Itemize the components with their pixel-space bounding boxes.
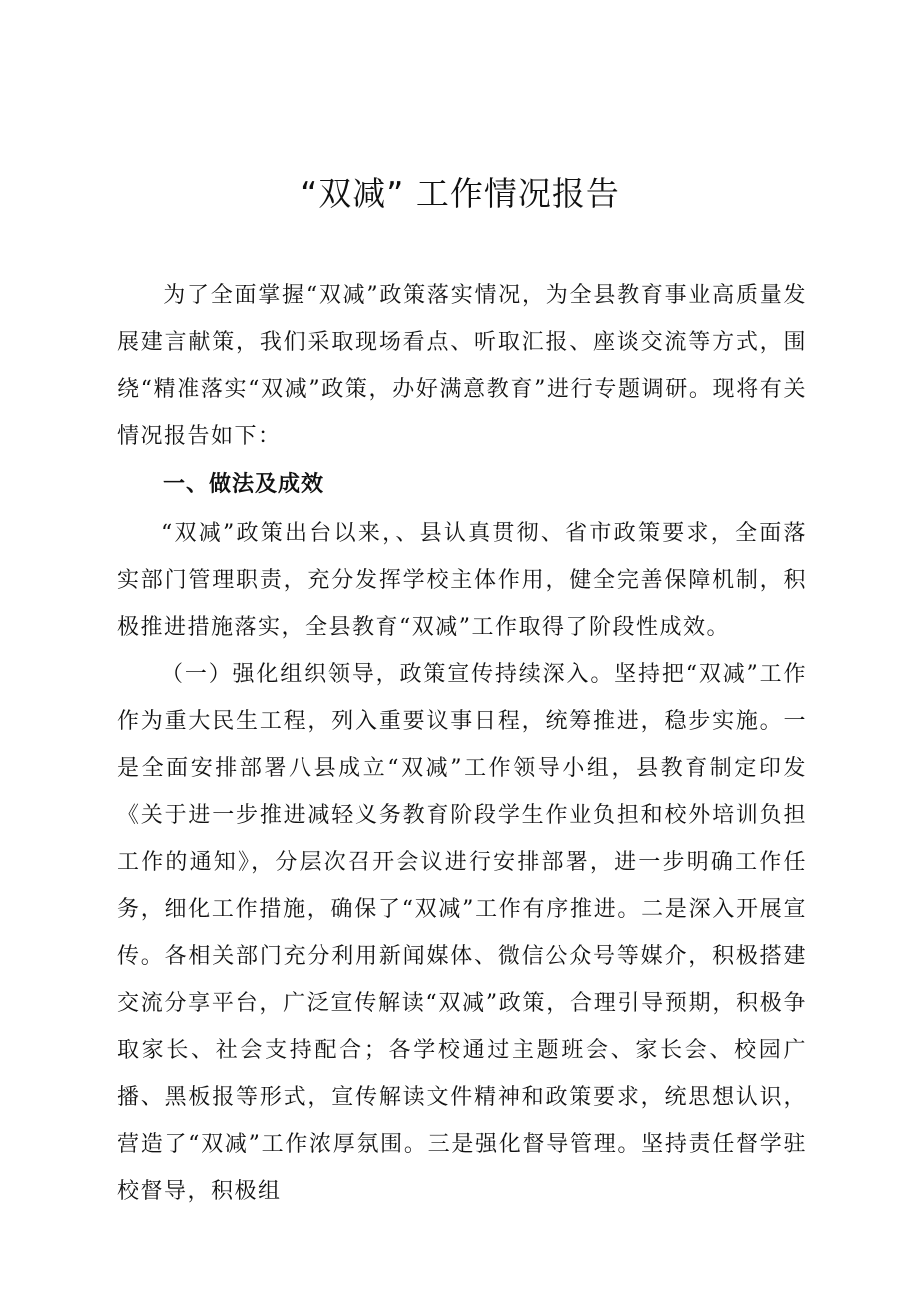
document-body bbox=[117, 272, 807, 1215]
intro-paragraph: 为了全面掌握“双减”政策落实情况，为全县教育事业高质量发展建言献策，我们采取现场看点、听取汇报、座谈交流等方式，围绕“精准落实“双减”政策，办好满意教育”进行专题调研。现将有关情况报告如下： bbox=[117, 283, 807, 449]
section-paragraph: “双减”政策出台以来，、县认真贯彻、省市政策要求，全面落实部门管理职责，充分发挥学校主体作用，健全完善保障机制，积极推进措施落实，全县教育“双减”工作取得了阶段性成效。 bbox=[117, 521, 807, 640]
section-paragraph: （一）强化组织领导，政策宣传持续深入。坚持把“双减”工作作为重大民生工程，列入重要议事日程，统筹推进，稳步实施。一是全面安排部署八县成立“双减”工作领导小组，县教育制定印发《关于进一步推进减轻义务教育阶段学生作业负担和校外培训负担工作的通知》，分层次召开会议进行安排部署，进一步明确工作任务，细化工作措施，确保了“双减”工作有序推进。二是深入开展宣传。各相关部门充分利用新闻媒体、微信公众号等媒介，积极搭建交流分享平台，广泛宣传解读“双减”政策，合理引导预期，积极争取家长、社会支持配合；各学校通过主题班会、家长会、校园广播、黑板报等形式，宣传解读文件精神和政策要求，统思想认识，营造了“双减”工作浓厚氛围。三是强化督导管理。坚持责任督学驻校督导，积极组 bbox=[117, 662, 807, 1204]
document-title: “双减” 工作情况报告 bbox=[300, 174, 620, 213]
section-heading: 一、做法及成效 bbox=[163, 472, 325, 497]
